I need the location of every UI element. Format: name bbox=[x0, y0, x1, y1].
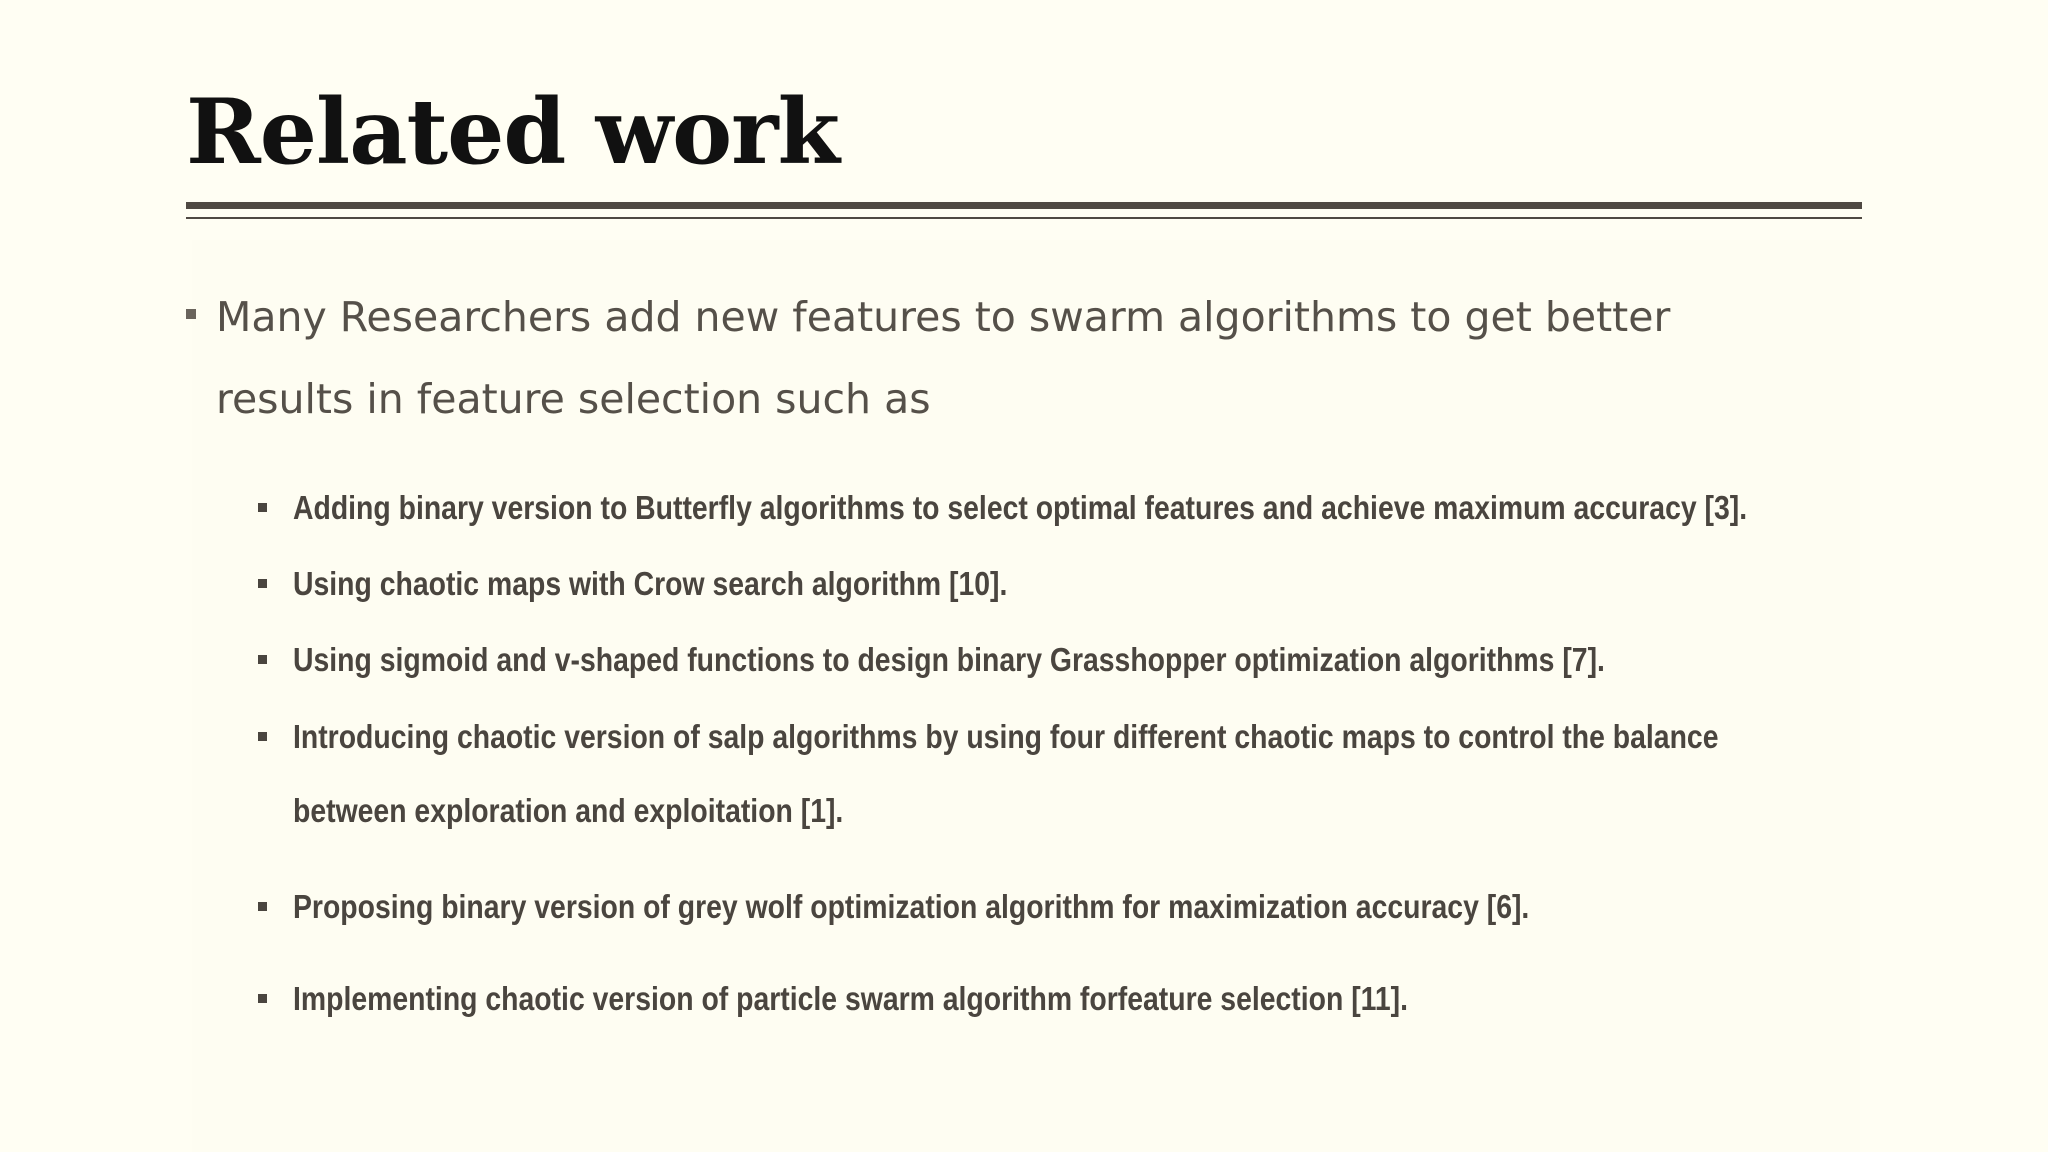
square-bullet-icon bbox=[258, 902, 267, 911]
sub-bullet-text: Proposing binary version of grey wolf optimization algorithm for maximization accuracy [6]. bbox=[293, 888, 1530, 925]
sub-bullet-text: Introducing chaotic version of salp algorithms by using four different chaotic maps to control the balance bbox=[293, 718, 1719, 755]
square-bullet-icon bbox=[258, 655, 267, 664]
main-bullet-text: Many Researchers add new features to swarm algorithms to get better results in feature selection such as bbox=[216, 293, 1671, 423]
square-bullet-icon bbox=[258, 994, 267, 1003]
title-rule-thin bbox=[186, 217, 1862, 219]
square-bullet-icon bbox=[186, 309, 196, 319]
sub-bullet-text: Using chaotic maps with Crow search algorithm [10]. bbox=[293, 565, 1008, 602]
square-bullet-icon bbox=[258, 503, 267, 512]
sub-bullet-text: Using sigmoid and v-shaped functions to design binary Grasshopper optimization algorithms [7]. bbox=[293, 641, 1605, 678]
sub-bullet-text: Implementing chaotic version of particle swarm algorithm forfeature selection [11]. bbox=[293, 980, 1408, 1017]
square-bullet-icon bbox=[258, 732, 267, 741]
square-bullet-icon bbox=[258, 579, 267, 588]
sub-bullet-text: Adding binary version to Butterfly algorithms to select optimal features and achieve maximum accuracy [3]. bbox=[293, 489, 1748, 526]
slide-title: Related work bbox=[186, 79, 839, 185]
sub-bullet-text-continued: between exploration and exploitation [1]. bbox=[293, 792, 844, 829]
title-rule-thick bbox=[186, 202, 1862, 209]
